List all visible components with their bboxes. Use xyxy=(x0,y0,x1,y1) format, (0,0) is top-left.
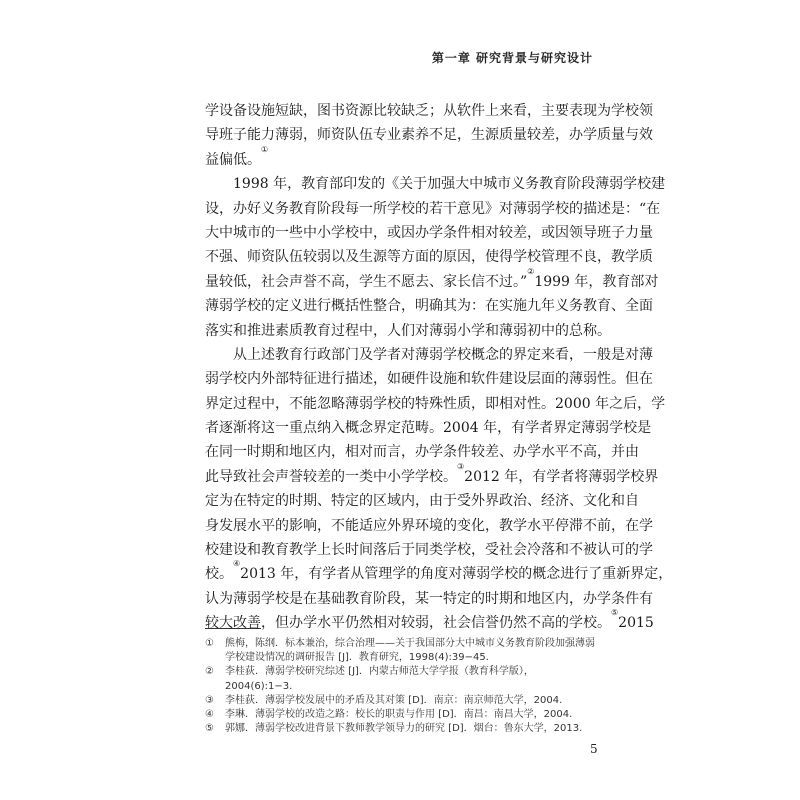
text-line: 学设备设施短缺，图书资源比较缺乏；从软件上来看，主要表现为学校领 xyxy=(205,103,653,119)
footnote-text: 李桂荻．薄弱学校发展中的矛盾及其对策 [D]．南京：南京师范大学，2004. xyxy=(225,694,563,706)
footnote-text: 李桂荻．薄弱学校研究综述 [J]．内蒙古师范大学学报（教育科学版），2004(6):1−3. xyxy=(225,666,534,692)
text-line: 1998 年，教育部印发的《关于加强大中城市义务教育阶段薄弱学校建 xyxy=(233,176,666,193)
footnote-mark: ① xyxy=(205,638,214,649)
text-line: 不强、师资队伍较弱以及生源等方面的原因，使得学校管理不良，教学质 xyxy=(205,249,653,266)
footnote-ref: ④ xyxy=(233,559,241,569)
text-line: 定为在特定的时期、特定的区域内，由于受外界政治、经济、文化和自 xyxy=(205,493,639,510)
footnote-ref: ① xyxy=(261,144,269,154)
footnote-text: 李琳．薄弱学校的改造之路：校长的职责与作用 [D]．南昌：南昌大学，2004. xyxy=(225,709,573,721)
text-line: 益偏低。① xyxy=(205,144,269,168)
footnote-divider xyxy=(205,628,261,629)
footnote-text: 郭娜．薄弱学校改进背景下教师教学领导力的研究 [D]．烟台：鲁东大学，2013. xyxy=(225,723,583,735)
text-line: 薄弱学校的定义进行概括性整合，明确其为：在实施九年义务教育、全面 xyxy=(205,298,653,315)
footnote-mark: ③ xyxy=(205,694,214,706)
text-line: 较大改善，但办学水平仍然相对较弱，社会信誉仍然不高的学校。⑤2015 xyxy=(205,608,654,632)
footnote-mark: ② xyxy=(205,666,214,678)
text-line: 量较低，社会声誉不高，学生不愿去、家长信不过。”②1999 年，教育部对 xyxy=(205,266,659,290)
text-line: 从上述教育行政部门及学者对薄弱学校概念的界定来看，一般是对薄 xyxy=(233,346,653,363)
footnote-text: 熊梅，陈纲．标本兼治，综合治理——关于我国部分大中城市义务教育阶段加强薄弱学校建设情况的调研报告 [J]．教育研究，1998(4):39−45. xyxy=(225,638,595,664)
text-line: 落实和推进素质教育过程中，人们对薄弱小学和薄弱初中的总称。 xyxy=(205,322,611,339)
text-line: 校建设和教育教学上长时间落后于同类学校，受社会冷落和不被认可的学 xyxy=(205,542,653,559)
text-line: 身发展水平的影响，不能适应外界环境的变化，教学水平停滞不前，在学 xyxy=(205,517,653,534)
footnote xyxy=(205,708,600,722)
text-line: 导班子能力薄弱，师资队伍专业素养不足，生源质量较差，办学质量与效 xyxy=(205,127,653,144)
body-text xyxy=(205,99,673,636)
footnote xyxy=(205,665,600,693)
text-line: 设，办好义务教育阶段每一所学校的若干意见》对薄弱学校的描述是：“在 xyxy=(205,200,661,217)
text-line: 者逐渐将这一重点纳入概念界定范畴。2004 年，有学者界定薄弱学校是 xyxy=(205,420,652,437)
footnote xyxy=(205,694,600,708)
footnote-ref: ⑤ xyxy=(611,608,619,618)
text-line: 大中城市的一些中小学校中，或因办学条件相对较差，或因领导班子力量 xyxy=(205,224,653,241)
footnote-mark: ④ xyxy=(205,709,214,721)
footnotes xyxy=(205,637,600,736)
footnote xyxy=(205,722,600,736)
footnote-ref: ③ xyxy=(457,461,465,471)
footnote-ref: ② xyxy=(527,266,535,276)
text-line: 界定过程中，不能忽略薄弱学校的特殊性质，即相对性。2000 年之后，学 xyxy=(205,395,666,412)
footnote xyxy=(205,637,600,665)
text-line: 认为薄弱学校是在基础教育阶段，某一特定的时期和地区内，办学条件有 xyxy=(205,590,653,607)
page-number: 5 xyxy=(590,742,598,756)
text-line: 弱学校内外部特征进行描述，如硬件设施和软件建设层面的薄弱性。但在 xyxy=(205,371,653,388)
running-head: 第一章 研究背景与研究设计 xyxy=(431,51,593,65)
text-line: 此导致社会声誉较差的一类中小学学校。③2012 年，有学者将薄弱学校界 xyxy=(205,461,659,485)
text-line: 校。④2013 年，有学者从管理学的角度对薄弱学校的概念进行了重新界定， xyxy=(205,559,673,583)
footnote-mark: ⑤ xyxy=(205,723,214,735)
text-line: 在同一时期和地区内，相对而言，办学条件较差、办学水平不高，并由 xyxy=(205,444,639,461)
